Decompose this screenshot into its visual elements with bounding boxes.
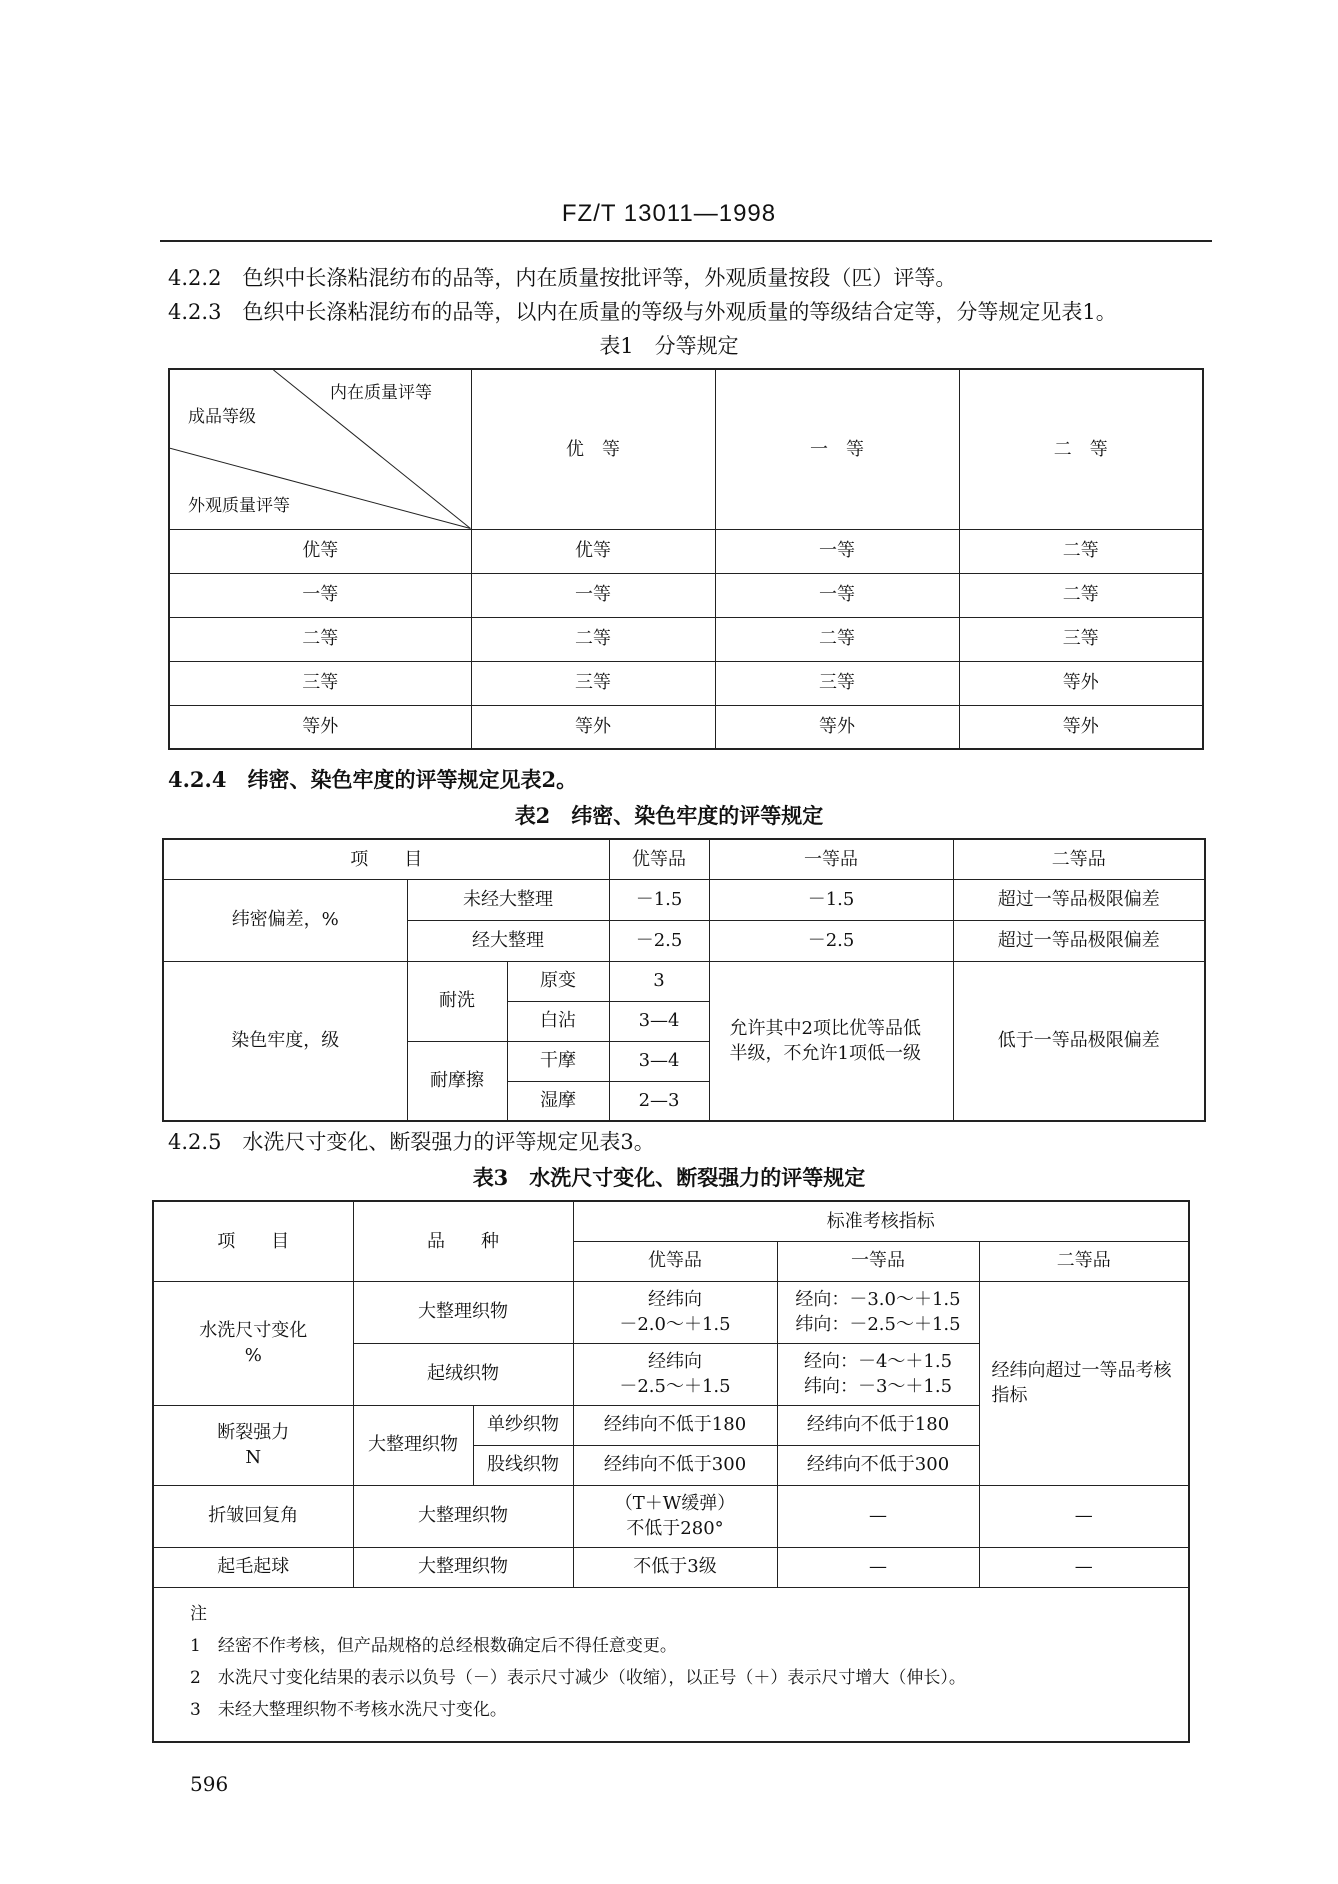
header-variety: 品 种	[353, 1201, 573, 1281]
table1-caption: 表1 分等规定	[599, 334, 739, 358]
header-rule	[160, 240, 1212, 242]
header-standard: 标准考核指标	[573, 1201, 1189, 1241]
rub-label: 耐摩擦	[407, 1041, 507, 1121]
table3-wash-strength	[152, 1200, 1190, 1743]
table-cell: 二等	[471, 617, 715, 661]
table-cell: 一等	[715, 529, 959, 573]
table-cell	[777, 1281, 979, 1343]
cell-line: 不低于280°	[626, 1518, 724, 1539]
header-grade2: 一等品	[709, 839, 953, 879]
cell-line: 经纬向	[648, 1350, 702, 1372]
table-cell: 等外	[959, 705, 1203, 749]
page-number: 596	[190, 1772, 229, 1796]
cell-line: 纬向：－2.5～＋1.5	[795, 1314, 961, 1335]
wash-label-line2: %	[244, 1345, 262, 1366]
fastness-sub-label: 湿摩	[507, 1081, 609, 1121]
table-cell	[573, 1281, 777, 1343]
paragraph-4-2-5: 4.2.5 水洗尺寸变化、断裂强力的评等规定见表3。	[168, 1130, 655, 1154]
table-cell: 二等	[959, 573, 1203, 617]
weft-sub-label: 未经大整理	[407, 879, 609, 920]
pilling-label: 起毛起球	[153, 1547, 353, 1587]
table3-caption: 表3 水洗尺寸变化、断裂强力的评等规定	[472, 1165, 866, 1190]
header-grade2: 一等品	[777, 1241, 979, 1281]
table-cell: 三等	[471, 661, 715, 705]
col-header: 一 等	[715, 369, 959, 529]
wash-strength-grade3: 经纬向超过一等品考核指标	[979, 1281, 1189, 1485]
row-label: 优等	[169, 529, 471, 573]
fastness-sub-label: 干摩	[507, 1041, 609, 1081]
weft-label: 纬密偏差，%	[163, 879, 407, 961]
table-cell: 超过一等品极限偏差	[953, 920, 1205, 961]
note-item: 3 未经大整理织物不考核水洗尺寸变化。	[190, 1700, 507, 1721]
diag-mid-label: 成品等级	[188, 407, 256, 427]
table-cell: 等外	[715, 705, 959, 749]
table-cell: －2.5	[609, 920, 709, 961]
fastness-grade3: 低于一等品极限偏差	[953, 961, 1205, 1121]
cell-line: 经向：－3.0～＋1.5	[795, 1288, 961, 1310]
wash-label: 耐洗	[407, 961, 507, 1041]
table-cell: 2—3	[609, 1081, 709, 1121]
row-label: 三等	[169, 661, 471, 705]
wash-label-line1: 水洗尺寸变化	[199, 1319, 308, 1341]
table-cell: 经纬向不低于180	[777, 1405, 979, 1445]
cell-line: 纬向：－3～＋1.5	[803, 1376, 953, 1397]
weft-sub-label: 经大整理	[407, 920, 609, 961]
cell-line: －2.5～＋1.5	[619, 1376, 731, 1397]
table-cell: 3	[609, 961, 709, 1001]
notes-title: 注	[190, 1603, 207, 1624]
table-cell: 等外	[959, 661, 1203, 705]
cell-line: 经纬向	[648, 1288, 702, 1310]
strength-sub-label: 单纱织物	[473, 1405, 573, 1445]
table-cell: 二等	[715, 617, 959, 661]
fastness-grade2: 允许其中2项比优等品低半级，不允许1项低一级	[709, 961, 953, 1121]
table-cell: 一等	[715, 573, 959, 617]
note-item: 1 经密不作考核，但产品规格的总经根数确定后不得任意变更。	[190, 1635, 677, 1656]
row-label: 一等	[169, 573, 471, 617]
table-cell: 经纬向不低于180	[573, 1405, 777, 1445]
table-cell: 三等	[959, 617, 1203, 661]
table-cell: —	[979, 1547, 1189, 1587]
fastness-sub-label: 原变	[507, 961, 609, 1001]
table-cell: 优等	[471, 529, 715, 573]
table-cell	[573, 1485, 777, 1547]
fastness-sub-label: 白沾	[507, 1001, 609, 1041]
diag-bottom-label: 外观质量评等	[188, 496, 290, 516]
table-cell: －1.5	[709, 879, 953, 920]
wash-label	[153, 1281, 353, 1405]
header-grade1: 优等品	[573, 1241, 777, 1281]
table-cell	[777, 1343, 979, 1405]
strength-label-line2: N	[245, 1447, 262, 1468]
header-item: 项 目	[163, 839, 609, 879]
cell-line: （T＋W缓弹）	[614, 1492, 736, 1514]
table-cell: －2.5	[709, 920, 953, 961]
strength-label	[153, 1405, 353, 1485]
crease-label: 折皱回复角	[153, 1485, 353, 1547]
table-cell: －1.5	[609, 879, 709, 920]
variety-cell: 起绒织物	[353, 1343, 573, 1405]
table-cell: 一等	[471, 573, 715, 617]
row-label: 等外	[169, 705, 471, 749]
note-item: 2 水洗尺寸变化结果的表示以负号（－）表示尺寸减少（收缩），以正号（＋）表示尺寸增大（伸长）。	[190, 1668, 966, 1689]
standard-number: FZ/T 13011—1998	[561, 200, 777, 227]
diag-top-label: 内在质量评等	[330, 383, 432, 403]
paragraph-4-2-2: 4.2.2 色织中长涤粘混纺布的品等，内在质量按批评等，外观质量按段（匹）评等。	[168, 266, 957, 290]
table-cell: 等外	[471, 705, 715, 749]
table-cell: 3—4	[609, 1041, 709, 1081]
notes	[153, 1587, 1189, 1742]
col-header: 优 等	[471, 369, 715, 529]
header-item: 项 目	[153, 1201, 353, 1281]
cell-line: 经向：－4～＋1.5	[803, 1350, 953, 1372]
table-cell: —	[777, 1485, 979, 1547]
table1-diagonal-header	[169, 369, 471, 529]
col-header: 二 等	[959, 369, 1203, 529]
table1-grading	[168, 368, 1204, 750]
table-cell: 二等	[959, 529, 1203, 573]
table2-weft-fastness	[162, 838, 1206, 1122]
table-cell: —	[979, 1485, 1189, 1547]
variety-cell: 大整理织物	[353, 1485, 573, 1547]
cell-line: －2.0～＋1.5	[619, 1314, 731, 1335]
header-grade3: 二等品	[953, 839, 1205, 879]
table-cell: 超过一等品极限偏差	[953, 879, 1205, 920]
table-cell: 经纬向不低于300	[777, 1445, 979, 1485]
variety-cell: 大整理织物	[353, 1547, 573, 1587]
table-cell: 三等	[715, 661, 959, 705]
variety-cell: 大整理织物	[353, 1281, 573, 1343]
strength-label-line1: 断裂强力	[217, 1421, 290, 1443]
table-cell: 不低于3级	[573, 1547, 777, 1587]
strength-variety: 大整理织物	[353, 1405, 473, 1485]
table-cell	[573, 1343, 777, 1405]
paragraph-4-2-3: 4.2.3 色织中长涤粘混纺布的品等，以内在质量的等级与外观质量的等级结合定等，分等规定见表1。	[168, 300, 1117, 324]
table-cell: 经纬向不低于300	[573, 1445, 777, 1485]
header-grade3: 二等品	[979, 1241, 1189, 1281]
strength-sub-label: 股线织物	[473, 1445, 573, 1485]
fastness-label: 染色牢度，级	[163, 961, 407, 1121]
table-cell: —	[777, 1547, 979, 1587]
paragraph-4-2-4: 4.2.4 纬密、染色牢度的评等规定见表2。	[168, 767, 578, 792]
table-cell: 3—4	[609, 1001, 709, 1041]
table2-caption: 表2 纬密、染色牢度的评等规定	[514, 803, 824, 828]
row-label: 二等	[169, 617, 471, 661]
header-grade1: 优等品	[609, 839, 709, 879]
